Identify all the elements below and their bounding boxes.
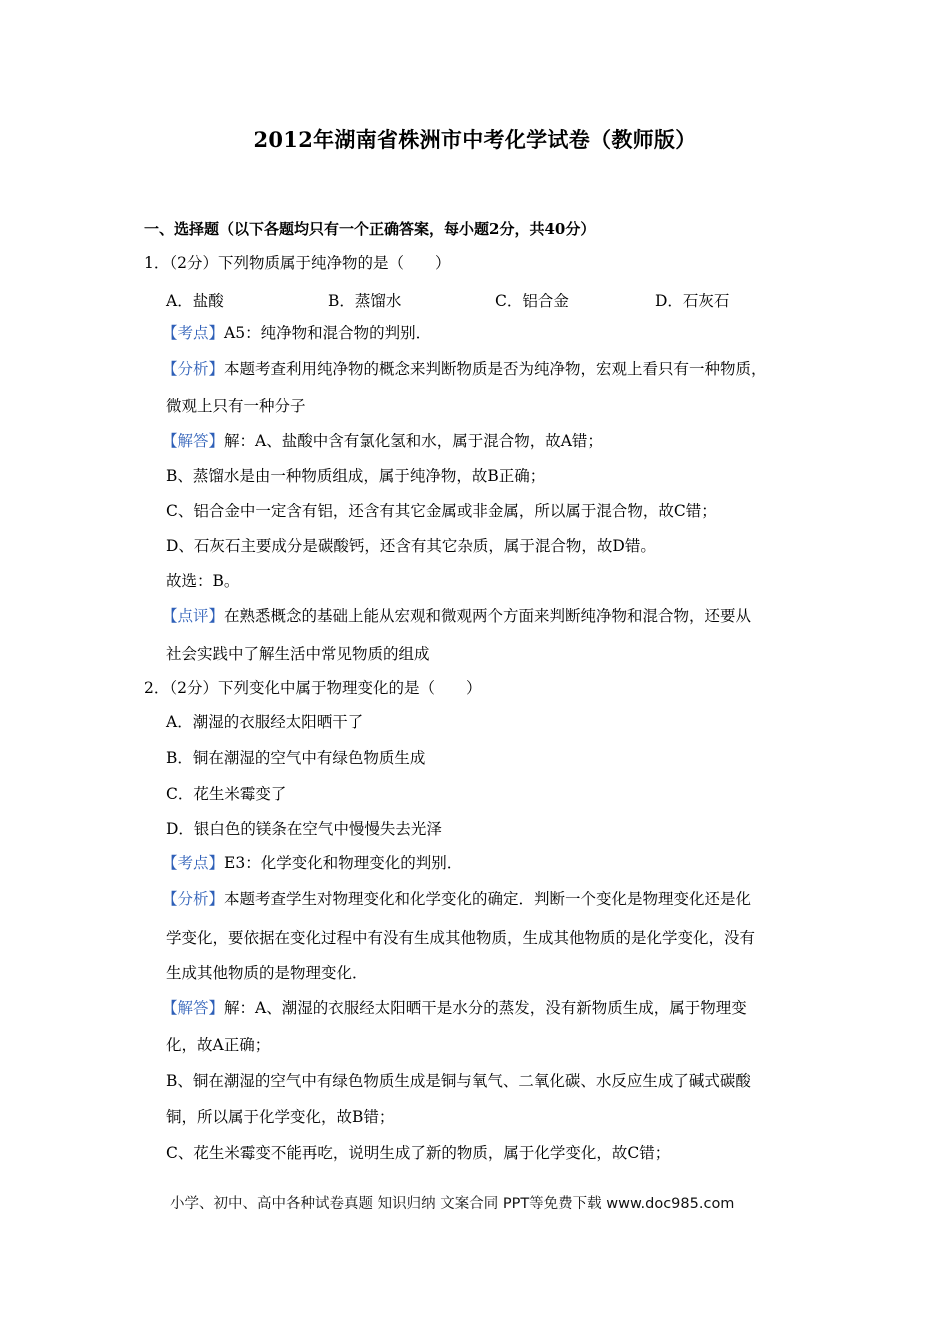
fenxi-text: 本题考查利用纯净物的概念来判断物质是否为纯净物，宏观上看只有一种物质， xyxy=(224,360,767,378)
kaodian-tag: 【考点】 xyxy=(162,324,225,342)
kaodian-tag: 【考点】 xyxy=(162,854,225,872)
question-1-stem: 1．（2分）下列物质属于纯净物的是（ ） xyxy=(144,254,451,272)
question-2-jieda-b-cont: 铜，所以属于化学变化，故B错； xyxy=(166,1108,395,1126)
fenxi-tag: 【分析】 xyxy=(162,890,225,908)
question-1-jieda-b: B、蒸馏水是由一种物质组成，属于纯净物，故B正确； xyxy=(166,467,546,485)
question-2-fenxi-cont-2: 生成其他物质的是物理变化． xyxy=(166,964,368,982)
section-heading: 一、选择题（以下各题均只有一个正确答案，每小题2分，共40分） xyxy=(144,220,596,238)
question-2-fenxi-cont-1: 学变化，要依据在变化过程中有没有生成其他物质，生成其他物质的是化学变化，没有 xyxy=(166,929,756,947)
question-1-jieda-c: C、铝合金中一定含有铝，还含有其它金属或非金属，所以属于混合物，故C错； xyxy=(166,502,717,520)
question-1-fenxi xyxy=(162,359,767,379)
question-2-fenxi xyxy=(162,889,751,909)
page-footer: 小学、初中、高中各种试卷真题 知识归纳 文案合同 PPT等免费下载 www.doc985.com xyxy=(170,1196,735,1212)
question-1-option-d: D．石灰石 xyxy=(655,292,730,310)
question-1-option-a: A．盐酸 xyxy=(166,292,224,310)
question-2-jieda-b: B、铜在潮湿的空气中有绿色物质生成是铜与氧气、二氧化碳、水反应生成了碱式碳酸 xyxy=(166,1072,751,1090)
question-2-option-a: A．潮湿的衣服经太阳晒干了 xyxy=(166,713,364,731)
dianping-text: 在熟悉概念的基础上能从宏观和微观两个方面来判断纯净物和混合物，还要从 xyxy=(224,607,752,625)
question-2-jieda xyxy=(162,998,747,1018)
question-1-option-b: B．蒸馏水 xyxy=(328,292,402,310)
fenxi-tag: 【分析】 xyxy=(162,360,225,378)
question-2-option-c: C．花生米霉变了 xyxy=(166,785,287,803)
question-1-jieda xyxy=(162,431,603,451)
document-title: 2012年湖南省株洲市中考化学试卷（教师版） xyxy=(253,127,697,152)
question-1-answer: 故选：B。 xyxy=(166,572,240,590)
question-2-stem: 2．（2分）下列变化中属于物理变化的是（ ） xyxy=(144,679,482,697)
question-2-kaodian xyxy=(162,853,462,873)
jieda-text: 解：A、盐酸中含有氯化氢和水，属于混合物，故A错； xyxy=(224,432,603,450)
question-2-option-d: D．银白色的镁条在空气中慢慢失去光泽 xyxy=(166,820,442,838)
jieda-tag: 【解答】 xyxy=(162,432,225,450)
fenxi-text: 本题考查学生对物理变化和化学变化的确定．判断一个变化是物理变化还是化 xyxy=(224,890,752,908)
question-2-option-b: B．铜在潮湿的空气中有绿色物质生成 xyxy=(166,749,426,767)
jieda-tag: 【解答】 xyxy=(162,999,225,1017)
question-1-fenxi-cont: 微观上只有一种分子 xyxy=(166,397,306,415)
jieda-text: 解：A、潮湿的衣服经太阳晒干是水分的蒸发，没有新物质生成，属于物理变 xyxy=(224,999,747,1017)
question-2-jieda-c: C、花生米霉变不能再吃，说明生成了新的物质，属于化学变化，故C错； xyxy=(166,1144,671,1162)
question-1-kaodian xyxy=(162,323,431,343)
dianping-tag: 【点评】 xyxy=(162,607,225,625)
question-2-jieda-cont: 化，故A正确； xyxy=(166,1036,271,1054)
question-1-jieda-d: D、石灰石主要成分是碳酸钙，还含有其它杂质，属于混合物，故D错。 xyxy=(166,537,656,555)
question-1-option-c: C．铝合金 xyxy=(495,292,569,310)
kaodian-text: E3：化学变化和物理变化的判别． xyxy=(224,854,463,872)
question-1-dianping xyxy=(162,606,751,626)
question-1-dianping-cont: 社会实践中了解生活中常见物质的组成 xyxy=(166,645,430,663)
kaodian-text: A5：纯净物和混合物的判别． xyxy=(224,324,432,342)
